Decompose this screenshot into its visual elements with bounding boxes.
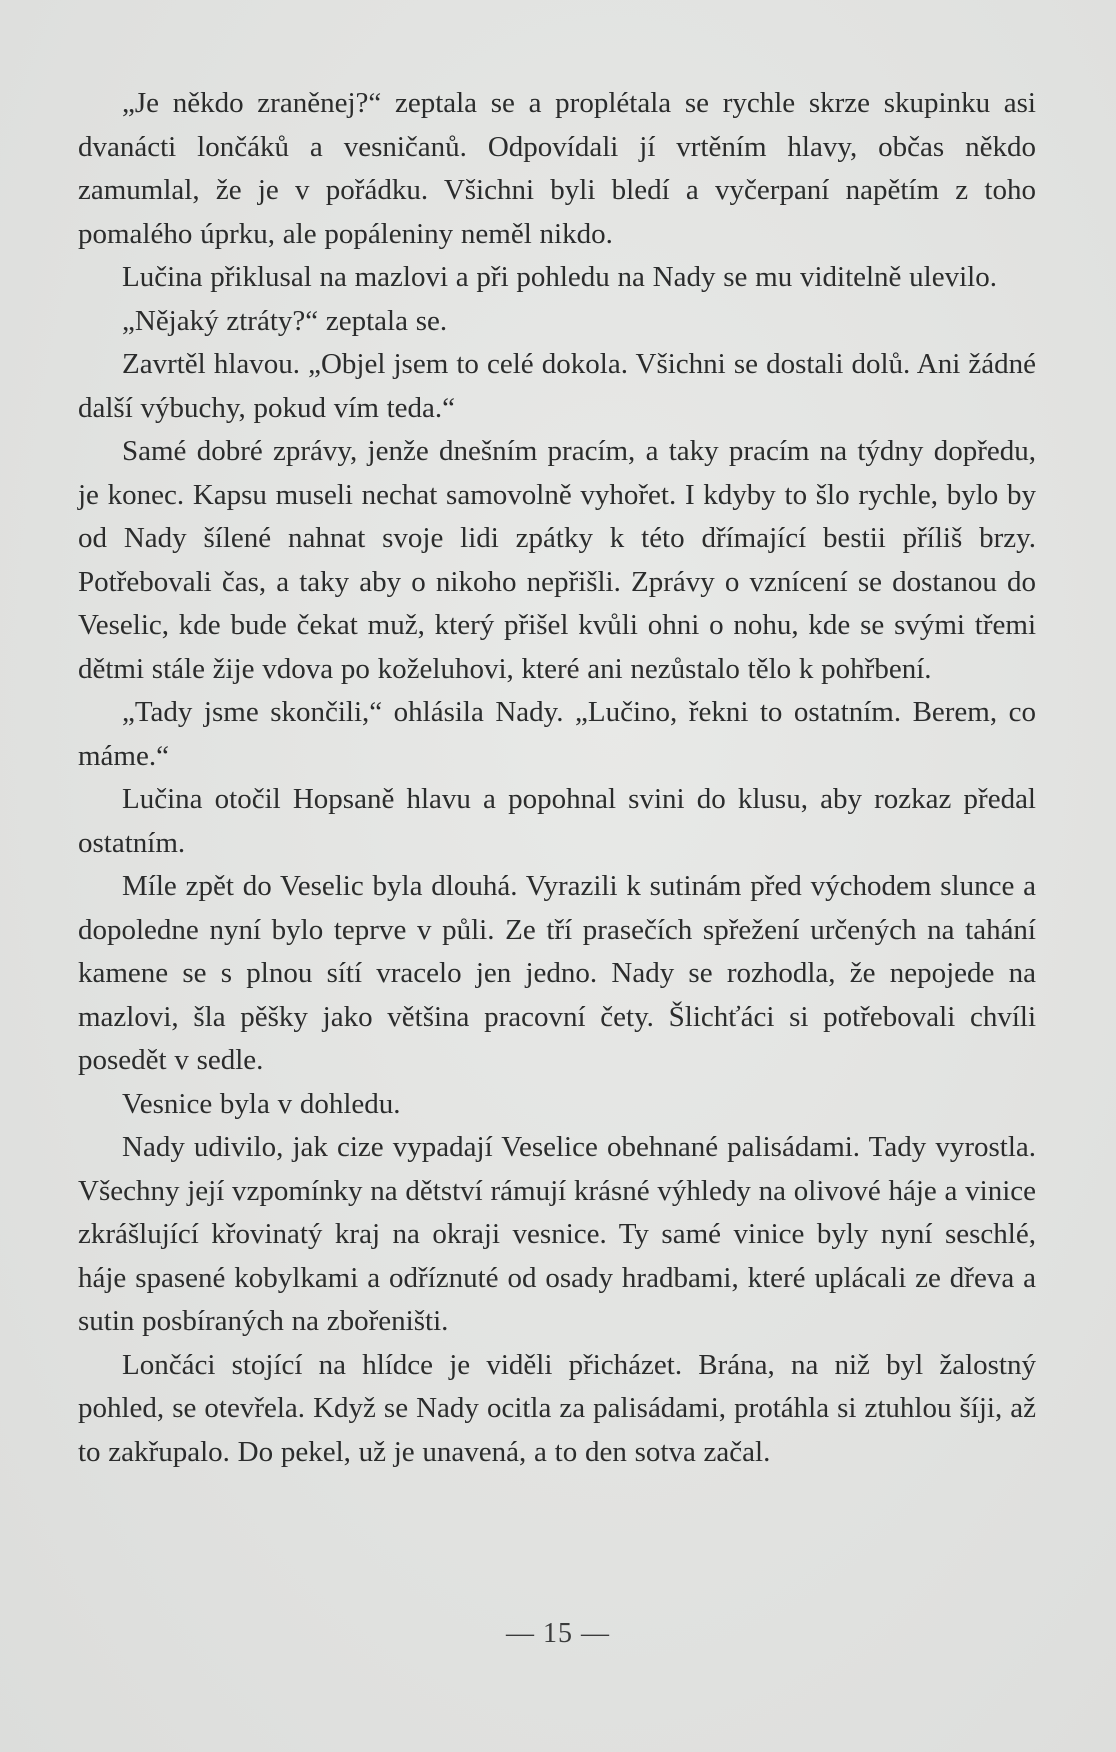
paragraph-10: Nady udivilo, jak cize vypadají Veselice obehnané palisádami. Tady vyrostla. Všechny její vzpomínky na dětství rámují krásné výhledy na olivové háje a vinice zkrášlující křovinatý kraj na okraji vesnice. Ty samé vinice byly nyní seschlé, háje spasené kobylkami a odříznuté od osady hradbami, které uplácali ze dřeva a sutin posbíraných na zbořeništi. xyxy=(78,1131,1036,1337)
paragraph-11: Lončáci stojící na hlídce je viděli přicházet. Brána, na niž byl žalostný pohled, se otevřela. Když se Nady ocitla za palisádami, protáhla si ztuhlou šíji, až to zakřupalo. Do pekel, už je unavená, a to den sotva začal. xyxy=(78,1348,1036,1468)
paragraph-2: Lučina přiklusal na mazlovi a při pohledu na Nady se mu viditelně ulevilo. xyxy=(122,261,997,293)
paragraph-3: „Nějaký ztráty?“ zeptala se. xyxy=(122,304,448,337)
paragraph-4: Zavrtěl hlavou. „Objel jsem to celé dokola. Všichni se dostali dolů. Ani žádné další výbuchy, pokud vím teda.“ xyxy=(78,348,1036,424)
paragraph-1: „Je někdo zraněnej?“ zeptala se a proplétala se rychle skrze skupinku asi dvanácti lončáků a vesničanů. Odpovídali jí vrtěním hlavy, občas někdo zamumlal, že je v pořádku. Všichni byli bledí a vyčerpaní napětím z toho pomalého úprku, ale popáleniny neměl nikdo. xyxy=(78,87,1036,250)
paragraph-7: Lučina otočil Hopsaně hlavu a popohnal svini do klusu, aby rozkaz předal ostatním. xyxy=(78,783,1036,859)
page-text xyxy=(78,82,1036,1474)
paragraph-5: Samé dobré zprávy, jenže dnešním pracím, a taky pracím na týdny dopředu, je konec. Kapsu museli nechat samovolně vyhořet. I kdyby to šlo rychle, bylo by od Nady šílené nahnat svoje lidi zpátky k této dřímající bestii příliš brzy. Potřebovali čas, a taky aby o nikoho nepřišli. Zprávy o vznícení se dostanou do Veselic, kde bude čekat muž, který přišel kvůli ohni o nohu, kde se svými třemi dětmi stále žije vdova po koželuhovi, které ani nezůstalo tělo k pohřbení. xyxy=(78,435,1036,685)
paragraph-8: Míle zpět do Veselic byla dlouhá. Vyrazili k sutinám před východem slunce a dopoledne nyní bylo teprve v půli. Ze tří prasečích spřežení určených na tahání kamene se s plnou sítí vracelo jen jedno. Nady se rozhodla, že nepojede na mazlovi, šla pěšky jako většina pracovní čety. Šlichťáci si potřebovali chvíli posedět v sedle. xyxy=(78,870,1036,1076)
page-number: — 15 — xyxy=(506,1618,610,1649)
paragraph-9: Vesnice byla v dohledu. xyxy=(122,1087,401,1120)
paragraph-6: „Tady jsme skončili,“ ohlásila Nady. „Lučino, řekni to ostatním. Berem, co máme.“ xyxy=(78,696,1036,772)
